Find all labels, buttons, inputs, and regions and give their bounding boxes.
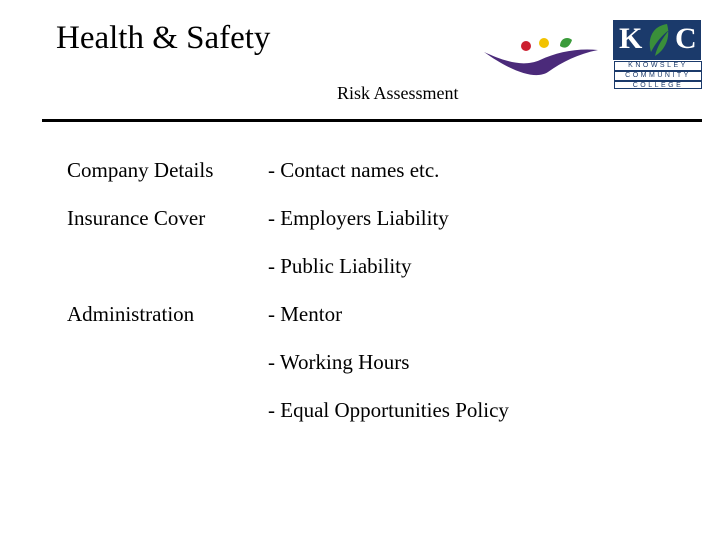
- header-divider: [42, 119, 702, 122]
- list-item: - Contact names etc.: [268, 158, 440, 182]
- swoosh-green-leaf: [560, 38, 572, 48]
- swoosh-purple-shape: [484, 49, 598, 75]
- list-item: - Public Liability: [268, 254, 412, 278]
- list-item: - Employers Liability: [268, 206, 449, 230]
- list-item: - Equal Opportunities Policy: [268, 398, 509, 422]
- page-subtitle: Risk Assessment: [337, 83, 459, 103]
- leaf-icon: [643, 22, 673, 58]
- section-label-company-details: Company Details: [67, 158, 214, 182]
- swoosh-red-dot: [521, 41, 531, 51]
- section-label-administration: Administration: [67, 302, 195, 326]
- page-title: Health & Safety: [56, 20, 271, 56]
- section-label-insurance-cover: Insurance Cover: [67, 206, 206, 230]
- list-item: - Mentor: [268, 302, 343, 326]
- logo-letter-k: K: [619, 22, 643, 55]
- swoosh-logo: [482, 30, 600, 80]
- swoosh-yellow-dot: [539, 38, 549, 48]
- logo-name-line-1: KNOWSLEY: [614, 61, 702, 71]
- logo-name-line-3: COLLEGE: [614, 81, 702, 89]
- logo-name-line-2: COMMUNITY: [614, 71, 702, 81]
- logo-letter-c: C: [675, 22, 697, 55]
- college-logo: [613, 20, 701, 88]
- list-item: - Working Hours: [268, 350, 410, 374]
